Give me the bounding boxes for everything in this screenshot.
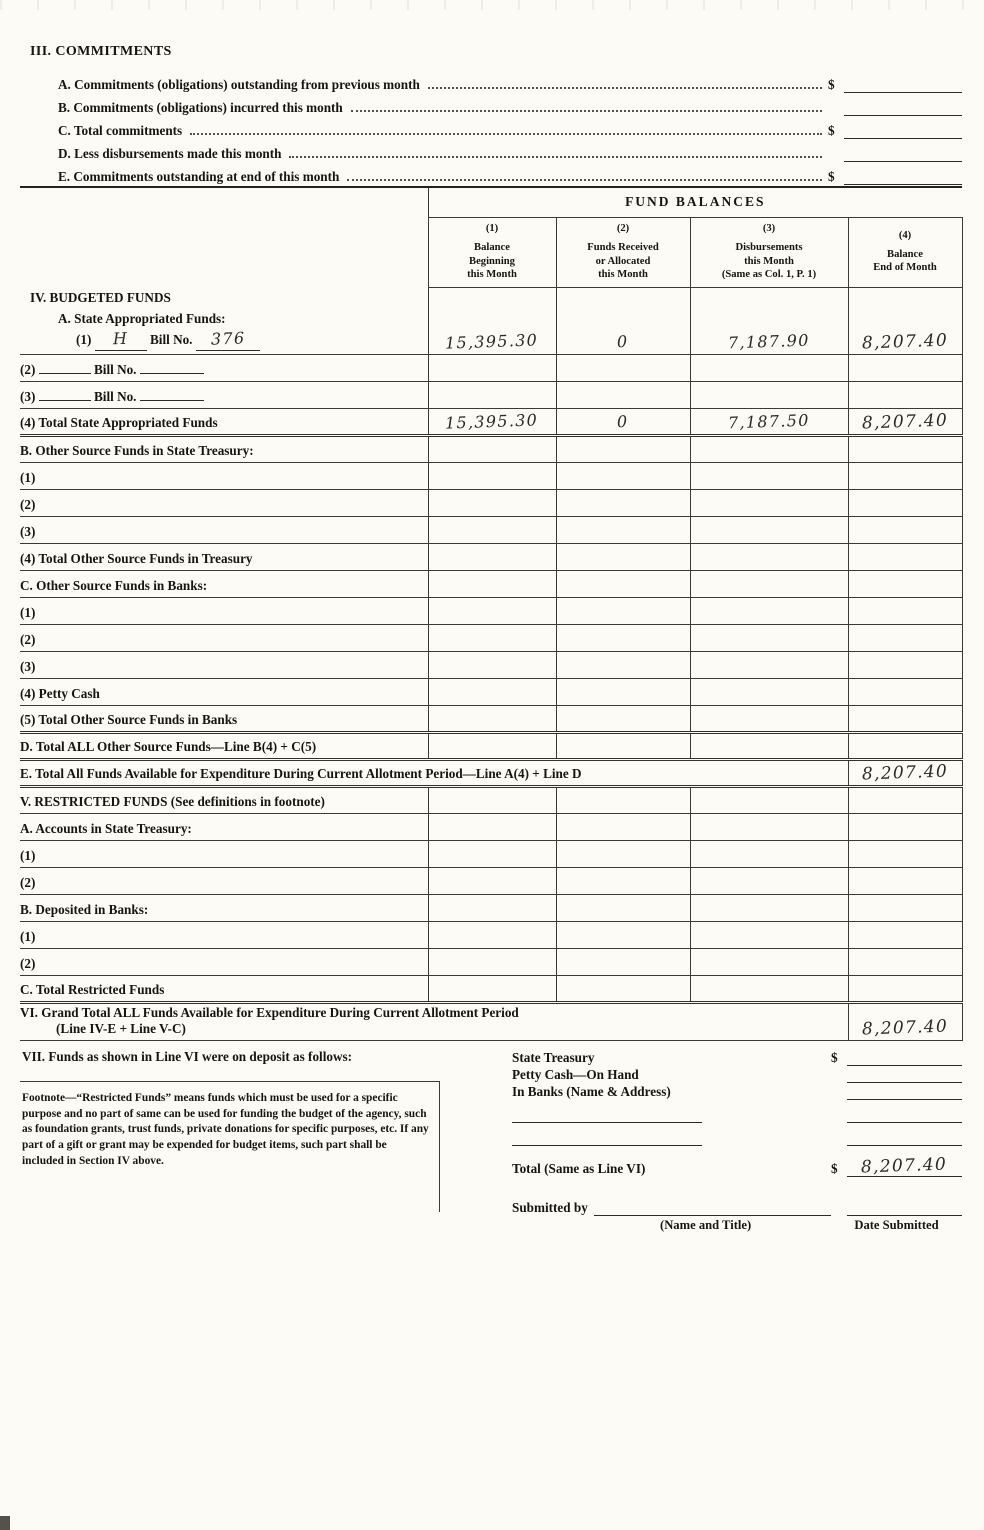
data-cell (848, 652, 962, 679)
row-label: (4) Total Other Source Funds in Treasury (20, 544, 428, 571)
row-c-header (20, 571, 962, 598)
row-v-c-total-restricted (20, 976, 962, 1003)
section-iii-title: III. COMMITMENTS (30, 44, 172, 59)
data-cell (556, 382, 690, 409)
data-cell (848, 760, 962, 787)
deposit-row-petty-cash: Petty Cash—On Hand (512, 1066, 962, 1083)
data-cell (428, 544, 556, 571)
data-cell (556, 868, 690, 895)
data-cell (428, 679, 556, 706)
handwritten-value: 8,207.40 (861, 1154, 948, 1178)
commitment-label: B. Commitments (obligations) incurred this month (58, 100, 343, 115)
row-label: (3) Bill No. (20, 382, 428, 409)
data-cell (690, 976, 848, 1003)
data-cell (556, 355, 690, 382)
name-title-caption: (Name and Title) (660, 1218, 752, 1232)
data-cell (428, 598, 556, 625)
data-cell (556, 976, 690, 1003)
row-label: (2) (20, 625, 428, 652)
data-cell (690, 598, 848, 625)
data-cell (690, 382, 848, 409)
data-cell (848, 409, 962, 436)
handwritten-value: 0 (616, 411, 630, 432)
handwritten-value: 8,207.40 (861, 1016, 949, 1040)
bill-line-1: (1) H Bill No. 376 (20, 329, 428, 351)
data-cell (556, 733, 690, 760)
data-cell (690, 868, 848, 895)
row-b3 (20, 517, 962, 544)
data-cell (428, 733, 556, 760)
data-cell (690, 287, 848, 355)
blank-line (39, 361, 91, 374)
bill-number-blank (196, 329, 260, 351)
row-c4-petty-cash (20, 679, 962, 706)
dotted-leader (190, 133, 822, 135)
data-cell (556, 706, 690, 733)
row-label: D. Total ALL Other Source Funds—Line B(4) + C(5) (20, 733, 428, 760)
handwritten-value: 8,207.40 (861, 330, 949, 354)
footnote-text: Footnote—“Restricted Funds” means funds which must be used for a specific purpose and no part of same can be used for funding the budget of the agency, such as foundation grants, trust funds, private donations for specific purposes, etc. If any part of a gift or grant may be expended for budget items, such part shall be included in Section IV above. (22, 1092, 429, 1167)
row-b1 (20, 463, 962, 490)
column-number: (3) (762, 222, 776, 234)
column-number: (4) (898, 229, 912, 241)
column-header-1: (1) Balance Beginning this Month (428, 217, 556, 287)
dollar-sign: $ (828, 77, 835, 92)
data-cell (848, 1003, 962, 1041)
data-cell (556, 895, 690, 922)
dollar-sign: $ (828, 123, 835, 138)
data-cell (848, 841, 962, 868)
data-cell (428, 841, 556, 868)
row-total-state-appropriated (20, 409, 962, 436)
row-d-total-all-other (20, 733, 962, 760)
row-label: (5) Total Other Source Funds in Banks (20, 706, 428, 733)
deposit-row-state-treasury: State Treasury $ (512, 1049, 962, 1066)
data-cell (556, 949, 690, 976)
date-submitted-caption: Date Submitted (854, 1218, 939, 1232)
row-label: (1) (20, 463, 428, 490)
table-title: FUND BALANCES (428, 187, 962, 217)
dollar-sign: $ (828, 169, 835, 184)
row-b4-total-treasury (20, 544, 962, 571)
row-b2 (20, 490, 962, 517)
data-cell (428, 287, 556, 355)
data-cell (848, 733, 962, 760)
dollar-sign: $ (831, 1050, 838, 1065)
table-corner (20, 187, 428, 287)
bank-name-row (512, 1106, 962, 1123)
data-cell (690, 679, 848, 706)
data-cell (428, 517, 556, 544)
row-label: (1) (20, 598, 428, 625)
data-cell (690, 787, 848, 814)
data-cell (690, 841, 848, 868)
handwritten-bill-number: 376 (210, 328, 246, 349)
row-b-header (20, 436, 962, 463)
data-cell (428, 922, 556, 949)
section-iv-title: IV. BUDGETED FUNDS (30, 290, 171, 305)
column-header-3: (3) Disbursements this Month (Same as Col. 1, P. 1) (690, 217, 848, 287)
amount-line (847, 1109, 962, 1123)
footnote-box (20, 1081, 440, 1212)
data-cell (848, 922, 962, 949)
amount-line (844, 147, 962, 162)
row-c1 (20, 598, 962, 625)
data-cell (428, 814, 556, 841)
row-v-a2 (20, 868, 962, 895)
row-label: (1) (20, 922, 428, 949)
amount-line (844, 101, 962, 116)
row-label: (3) (20, 517, 428, 544)
data-cell (556, 679, 690, 706)
data-cell (556, 517, 690, 544)
data-cell (690, 490, 848, 517)
commitment-row-e (20, 162, 962, 185)
row-section-v-title (20, 787, 962, 814)
section-vii-title: VII. Funds as shown in Line VI were on deposit as follows: (22, 1049, 353, 1064)
data-cell (556, 490, 690, 517)
data-cell (848, 976, 962, 1003)
dotted-leader (347, 179, 822, 181)
data-cell (690, 571, 848, 598)
blank-line (39, 388, 91, 401)
section-vi-line1: VI. Grand Total ALL Funds Available for Expenditure During Current Allotment Period (20, 1005, 519, 1020)
data-cell (556, 841, 690, 868)
data-cell (690, 949, 848, 976)
data-cell (556, 287, 690, 355)
data-cell (848, 490, 962, 517)
commitment-row-d (20, 139, 962, 162)
row-label: B. Deposited in Banks: (20, 895, 428, 922)
section-commitments (20, 0, 962, 185)
section-vi-line2: (Line IV-E + Line V-C) (56, 1021, 186, 1036)
amount-line (847, 1132, 962, 1146)
caption-row (512, 1218, 962, 1233)
dotted-leader (428, 87, 822, 89)
data-cell (848, 679, 962, 706)
column-number: (1) (485, 222, 499, 234)
row-c3 (20, 652, 962, 679)
blank-line (140, 361, 204, 374)
data-cell (556, 571, 690, 598)
data-cell (428, 409, 556, 436)
handwritten-value: 0 (616, 331, 630, 352)
data-cell (428, 787, 556, 814)
data-cell (848, 787, 962, 814)
row-label: (4) Petty Cash (20, 679, 428, 706)
section-iv-a: A. State Appropriated Funds: (58, 311, 226, 326)
row-label: (3) (20, 652, 428, 679)
row-vi-grand-total (20, 1003, 962, 1041)
commitment-row-a (20, 70, 962, 93)
data-cell (428, 625, 556, 652)
amount-line (844, 78, 962, 93)
scan-corner-mark (0, 1516, 10, 1530)
data-cell (428, 355, 556, 382)
row-v-b-header (20, 895, 962, 922)
row-label: A. Accounts in State Treasury: (20, 814, 428, 841)
commitment-row-b (20, 93, 962, 116)
data-cell (556, 544, 690, 571)
data-cell (556, 652, 690, 679)
row-v-b1 (20, 922, 962, 949)
row-label: (2) (20, 949, 428, 976)
data-cell (848, 287, 962, 355)
column-number: (2) (616, 222, 630, 234)
column-header-4: (4) Balance End of Month (848, 217, 962, 287)
commitment-label: D. Less disbursements made this month (58, 146, 282, 161)
bill-prefix-blank (95, 329, 147, 351)
blank-line (140, 388, 204, 401)
data-cell (690, 706, 848, 733)
data-cell (690, 814, 848, 841)
section-vii-left (20, 1049, 460, 1233)
handwritten-value: 15,395.30 (445, 330, 539, 353)
data-cell (690, 733, 848, 760)
row-c5-total-banks (20, 706, 962, 733)
data-cell (556, 922, 690, 949)
amount-line (844, 170, 962, 185)
section-deposits (20, 1049, 962, 1233)
commitment-label: A. Commitments (obligations) outstanding from previous month (58, 77, 420, 92)
amount-line (847, 1069, 962, 1083)
data-cell (848, 949, 962, 976)
row-label (20, 287, 428, 355)
row-label: B. Other Source Funds in State Treasury: (20, 436, 428, 463)
commitment-label: C. Total commitments (58, 123, 183, 138)
bank-name-line (512, 1110, 702, 1123)
handwritten-value: 8,207.40 (861, 761, 949, 785)
row-label: (2) Bill No. (20, 355, 428, 382)
handwritten-value: 8,207.40 (861, 410, 949, 434)
deposit-total-row: Total (Same as Line VI) $ 8,207.40 (512, 1155, 962, 1177)
row-bill-3 (20, 382, 962, 409)
data-cell (428, 949, 556, 976)
submitted-by-line (594, 1203, 831, 1216)
data-cell (690, 922, 848, 949)
handwritten-value: 15,395.30 (445, 410, 539, 433)
data-cell (556, 787, 690, 814)
data-cell (848, 517, 962, 544)
data-cell (428, 976, 556, 1003)
row-label: (1) (20, 841, 428, 868)
total-amount-line (847, 1154, 962, 1178)
handwritten-value: 7,187.50 (727, 410, 811, 433)
bank-name-row (512, 1129, 962, 1146)
dollar-sign: $ (831, 1161, 838, 1176)
data-cell (556, 598, 690, 625)
amount-line (847, 1086, 962, 1100)
data-cell (848, 436, 962, 463)
data-cell (428, 463, 556, 490)
data-cell (848, 463, 962, 490)
column-header-2: (2) Funds Received or Allocated this Month (556, 217, 690, 287)
row-label: (2) (20, 490, 428, 517)
data-cell (848, 571, 962, 598)
data-cell (690, 436, 848, 463)
data-cell (428, 652, 556, 679)
data-cell (556, 625, 690, 652)
data-cell (428, 706, 556, 733)
data-cell (848, 868, 962, 895)
submitted-by-row: Submitted by (512, 1197, 962, 1216)
data-cell (556, 436, 690, 463)
row-v-a1 (20, 841, 962, 868)
row-label (20, 1003, 848, 1041)
commitment-label: E. Commitments outstanding at end of this month (58, 169, 340, 184)
handwritten-value: 7,187.90 (727, 330, 811, 353)
row-label: C. Total Restricted Funds (20, 976, 428, 1003)
row-label: E. Total All Funds Available for Expenditure During Current Allotment Period—Line A(4) + Line D (20, 760, 848, 787)
data-cell (690, 409, 848, 436)
row-label: (2) (20, 868, 428, 895)
commitment-row-c (20, 116, 962, 139)
data-cell (428, 436, 556, 463)
data-cell (848, 355, 962, 382)
row-bill-2 (20, 355, 962, 382)
data-cell (848, 895, 962, 922)
amount-line (844, 124, 962, 139)
data-cell (690, 355, 848, 382)
data-cell (556, 409, 690, 436)
row-label: C. Other Source Funds in Banks: (20, 571, 428, 598)
data-cell (690, 517, 848, 544)
data-cell (690, 652, 848, 679)
data-cell (556, 814, 690, 841)
row-label: (4) Total State Appropriated Funds (20, 409, 428, 436)
data-cell (428, 382, 556, 409)
dotted-leader (289, 156, 822, 158)
data-cell (848, 625, 962, 652)
data-cell (556, 463, 690, 490)
dotted-leader (351, 110, 822, 112)
data-cell (428, 571, 556, 598)
data-cell (690, 895, 848, 922)
section-vii-right (460, 1049, 962, 1233)
row-c2 (20, 625, 962, 652)
data-cell (848, 544, 962, 571)
row-bill-1 (20, 287, 962, 355)
fund-balances-table (20, 186, 963, 1041)
data-cell (690, 463, 848, 490)
data-cell (428, 895, 556, 922)
data-cell (848, 598, 962, 625)
deposit-row-in-banks: In Banks (Name & Address) (512, 1083, 962, 1100)
row-v-b2 (20, 949, 962, 976)
data-cell (690, 544, 848, 571)
data-cell (848, 382, 962, 409)
data-cell (428, 490, 556, 517)
date-submitted-line (847, 1203, 962, 1216)
data-cell (848, 706, 962, 733)
handwritten-bill-prefix: H (112, 328, 129, 349)
row-v-a-header (20, 814, 962, 841)
data-cell (428, 868, 556, 895)
data-cell (690, 625, 848, 652)
amount-line (847, 1052, 962, 1066)
data-cell (848, 814, 962, 841)
table-title-row (20, 187, 962, 217)
section-v-title: V. RESTRICTED FUNDS (See definitions in footnote) (20, 787, 428, 814)
row-e-total-all-funds (20, 760, 962, 787)
bank-name-line (512, 1133, 702, 1146)
